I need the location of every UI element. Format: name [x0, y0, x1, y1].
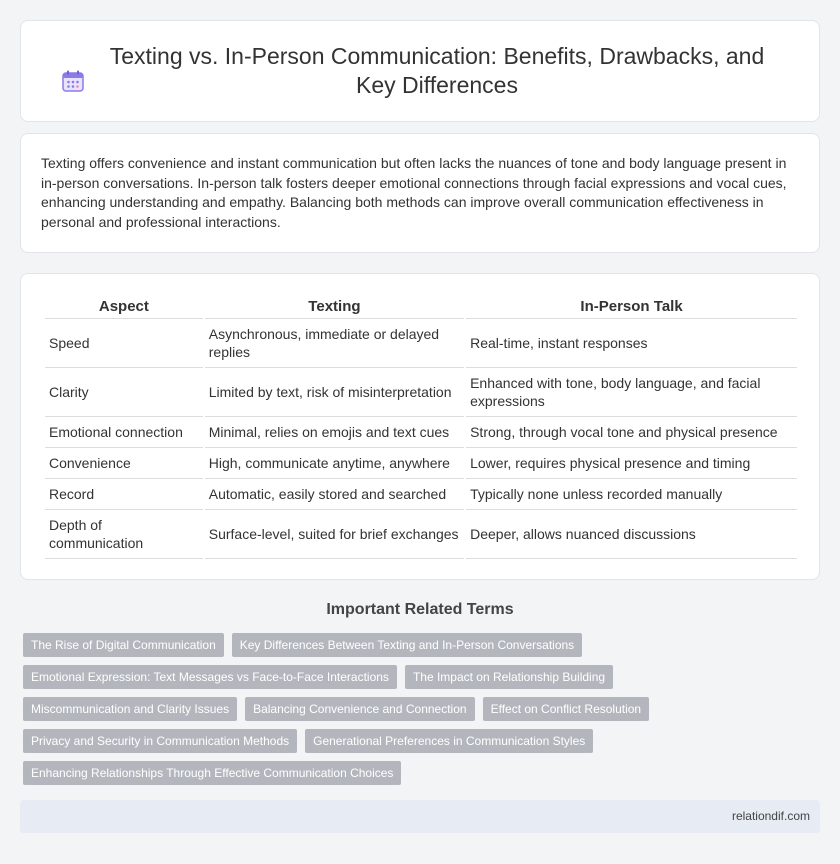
related-term-tag[interactable]: Miscommunication and Clarity Issues — [23, 697, 237, 721]
page-title: Texting vs. In-Person Communication: Benefits, Drawbacks, and Key Differences — [109, 43, 765, 98]
table-row — [45, 368, 797, 417]
header-texting: Texting — [205, 296, 464, 319]
tag-row — [23, 633, 823, 657]
cell-aspect: Convenience — [45, 448, 203, 479]
related-term-tag[interactable]: Privacy and Security in Communication Methods — [23, 729, 297, 753]
related-term-tag[interactable]: Effect on Conflict Resolution — [483, 697, 650, 721]
table-row — [45, 319, 797, 368]
comparison-table-card — [20, 273, 820, 580]
footer-site-name[interactable]: relationdif.com — [731, 809, 810, 823]
related-term-tag[interactable]: The Rise of Digital Communication — [23, 633, 224, 657]
table-row — [45, 479, 797, 510]
cell-aspect: Emotional connection — [45, 417, 203, 448]
cell-aspect: Record — [45, 479, 203, 510]
tag-row — [23, 761, 823, 785]
related-term-tag[interactable]: Key Differences Between Texting and In-Person Conversations — [232, 633, 582, 657]
footer — [20, 800, 820, 833]
table-row — [45, 448, 797, 479]
table-header-row — [45, 296, 797, 319]
table-row — [45, 510, 797, 559]
tag-row — [23, 665, 823, 689]
related-term-tag[interactable]: Balancing Convenience and Connection — [245, 697, 475, 721]
related-term-tag[interactable]: Enhancing Relationships Through Effective Communication Choices — [23, 761, 401, 785]
tag-row — [23, 729, 823, 753]
related-terms-heading: Important Related Terms — [326, 601, 514, 618]
title-card — [20, 20, 820, 122]
table-row — [45, 417, 797, 448]
cell-in-person: Strong, through vocal tone and physical presence — [466, 417, 797, 448]
cell-in-person: Enhanced with tone, body language, and facial expressions — [466, 368, 797, 417]
cell-aspect: Speed — [45, 319, 203, 368]
tag-row — [23, 697, 823, 721]
cell-texting: Minimal, relies on emojis and text cues — [205, 417, 464, 448]
cell-in-person: Lower, requires physical presence and timing — [466, 448, 797, 479]
related-terms-tags — [23, 633, 823, 793]
comparison-table — [43, 296, 799, 559]
cell-aspect: Depth of communication — [45, 510, 203, 559]
cell-in-person: Deeper, allows nuanced discussions — [466, 510, 797, 559]
cell-texting: Surface-level, suited for brief exchanges — [205, 510, 464, 559]
cell-texting: Asynchronous, immediate or delayed replies — [205, 319, 464, 368]
title-wrap — [60, 42, 780, 100]
related-term-tag[interactable]: Generational Preferences in Communication Styles — [305, 729, 593, 753]
intro-card — [20, 133, 820, 253]
related-term-tag[interactable]: Emotional Expression: Text Messages vs Face-to-Face Interactions — [23, 665, 397, 689]
cell-texting: Limited by text, risk of misinterpretation — [205, 368, 464, 417]
header-in-person: In-Person Talk — [466, 296, 797, 319]
cell-in-person: Real-time, instant responses — [466, 319, 797, 368]
cell-in-person: Typically none unless recorded manually — [466, 479, 797, 510]
calendar-icon — [60, 68, 86, 94]
related-term-tag[interactable]: The Impact on Relationship Building — [405, 665, 613, 689]
cell-texting: Automatic, easily stored and searched — [205, 479, 464, 510]
cell-texting: High, communicate anytime, anywhere — [205, 448, 464, 479]
intro-paragraph: Texting offers convenience and instant communication but often lacks the nuances of tone and body language present in in-person conversations. In-person talk fosters deeper emotional connections through facial expressions and vocal cues, enhancing understanding and empathy. Balancing both methods can improve overall communication effectiveness in personal and professional interactions. — [41, 155, 787, 230]
cell-aspect: Clarity — [45, 368, 203, 417]
header-aspect: Aspect — [45, 296, 203, 319]
